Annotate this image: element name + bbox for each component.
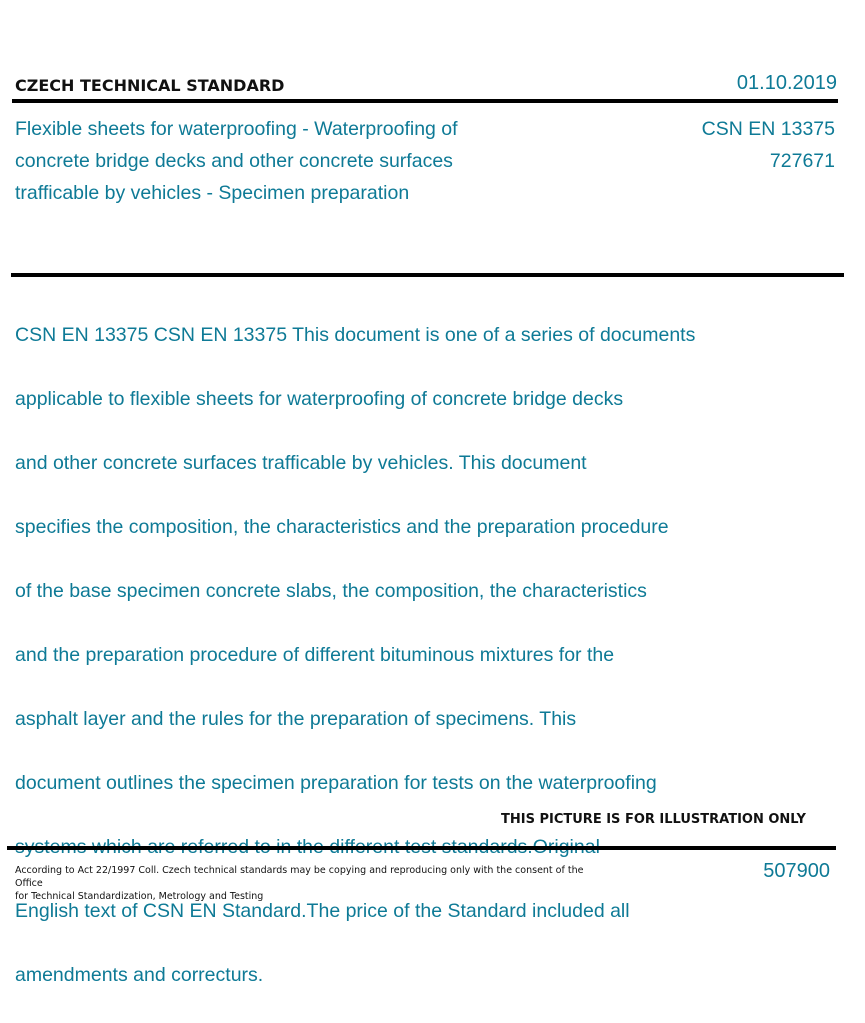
abstract-line: document outlines the specimen preparation for tests on the waterproofing	[15, 772, 657, 794]
abstract-line: amendments and correcturs.	[15, 964, 264, 986]
standard-type-heading: CZECH TECHNICAL STANDARD	[15, 76, 285, 95]
document-title-line: trafficable by vehicles - Specimen preparation	[15, 182, 410, 204]
abstract-line: asphalt layer and the rules for the preparation of specimens. This	[15, 708, 577, 730]
abstract-line: and the preparation procedure of different bituminous mixtures for the	[15, 644, 615, 666]
abstract-line: and other concrete surfaces trafficable by vehicles. This document	[15, 452, 587, 474]
document-codes	[702, 113, 835, 177]
legal-notice-line: According to Act 22/1997 Coll. Czech technical standards may be copying and reproducing only with the consent of the Office	[15, 865, 584, 889]
abstract-line: of the base specimen concrete slabs, the composition, the characteristics	[15, 580, 647, 602]
abstract-line: English text of CSN EN Standard.The price of the Standard included all	[15, 900, 630, 922]
footer-divider	[7, 846, 836, 850]
abstract-line: specifies the composition, the characteristics and the preparation procedure	[15, 516, 669, 538]
catalog-number: 727671	[769, 150, 835, 172]
standard-code: CSN EN 13375	[701, 118, 835, 140]
footer-product-number: 507900	[763, 860, 830, 882]
document-title-line: Flexible sheets for waterproofing - Waterproofing of	[15, 118, 458, 140]
abstract-line: CSN EN 13375 CSN EN 13375 This document is one of a series of documents	[15, 324, 696, 346]
legal-notice	[15, 864, 585, 903]
abstract-line: applicable to flexible sheets for waterproofing of concrete bridge decks	[15, 388, 624, 410]
illustration-disclaimer: THIS PICTURE IS FOR ILLUSTRATION ONLY	[501, 812, 806, 827]
publication-date: 01.10.2019	[736, 72, 837, 94]
abstract-text	[15, 287, 815, 1023]
document-title-line: concrete bridge decks and other concrete surfaces	[15, 150, 453, 172]
title-divider	[11, 273, 844, 277]
document-title	[15, 113, 535, 209]
header-divider	[12, 99, 838, 103]
legal-notice-line: for Technical Standardization, Metrology and Testing	[15, 891, 264, 902]
